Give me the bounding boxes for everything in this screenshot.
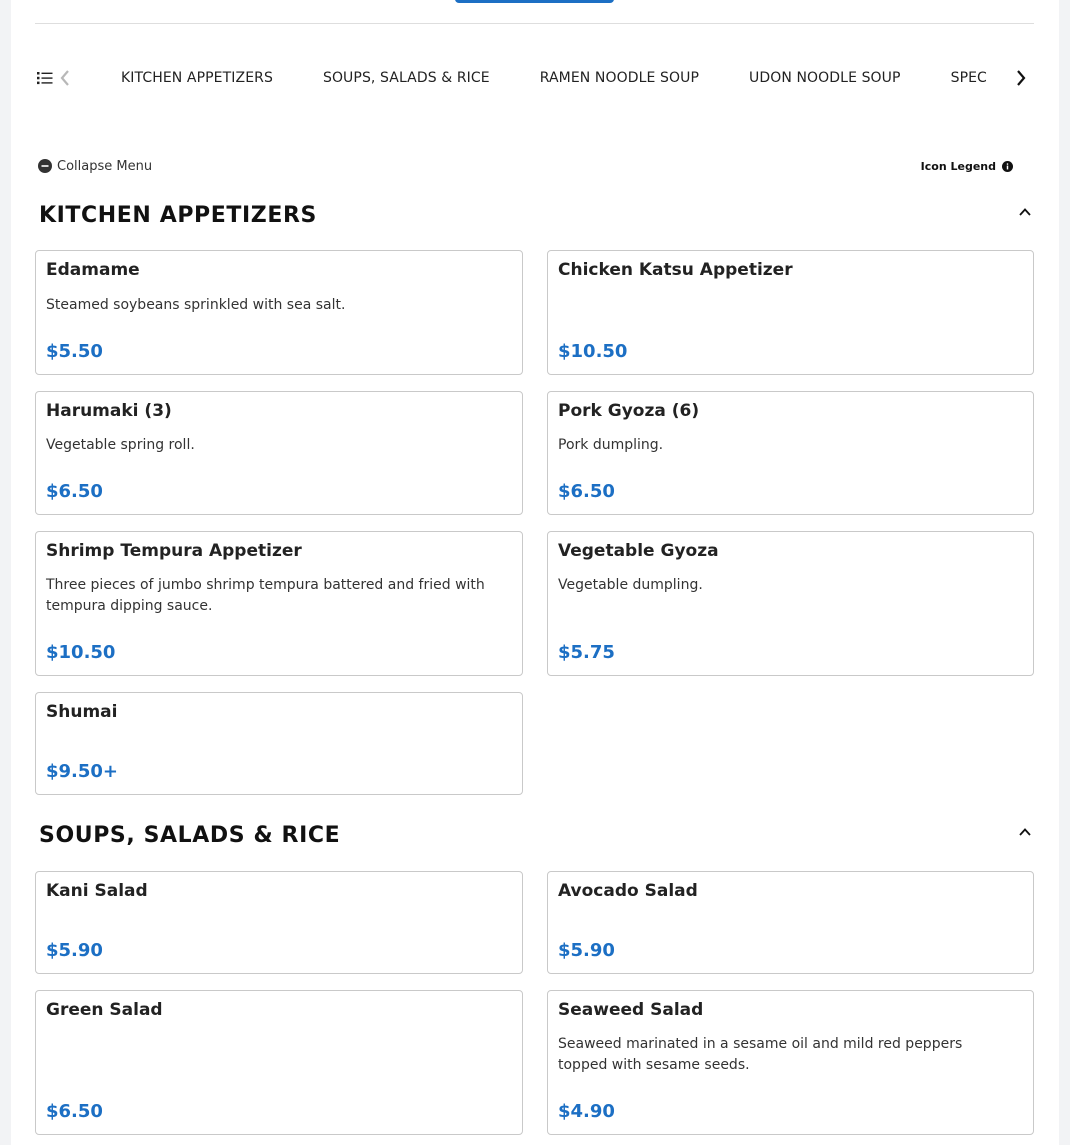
info-icon	[1002, 161, 1013, 172]
item-name: Pork Gyoza (6)	[558, 401, 700, 421]
item-price: $5.90	[46, 940, 103, 961]
menu-page	[11, 0, 1059, 1145]
tab-specials[interactable]: SPEC	[950, 70, 987, 86]
section-title: SOUPS, SALADS & RICE	[39, 823, 341, 848]
menu-item-card[interactable]	[547, 871, 1034, 974]
collapse-menu-button[interactable]	[38, 157, 152, 175]
item-description: Vegetable dumpling.	[558, 577, 703, 593]
item-name: Harumaki (3)	[46, 401, 172, 421]
divider	[35, 23, 1034, 24]
section-title: KITCHEN APPETIZERS	[39, 203, 317, 228]
chevron-up-icon[interactable]	[1018, 825, 1032, 839]
icon-legend-label: Icon Legend	[920, 159, 996, 173]
chevron-left-icon[interactable]	[59, 69, 71, 87]
item-name: Green Salad	[46, 1000, 163, 1020]
menu-item-card[interactable]	[35, 692, 523, 795]
item-price: $6.50	[46, 1101, 103, 1122]
tab-soups-salads-rice[interactable]: SOUPS, SALADS & RICE	[322, 70, 490, 86]
item-price: $5.50	[46, 341, 103, 362]
chevron-right-icon[interactable]	[1015, 69, 1027, 87]
tab-kitchen-appetizers[interactable]: KITCHEN APPETIZERS	[121, 70, 273, 86]
item-price: $6.50	[558, 481, 615, 502]
tab-udon-noodle-soup[interactable]: UDON NOODLE SOUP	[749, 70, 901, 86]
menu-item-card[interactable]	[35, 871, 523, 974]
item-name: Kani Salad	[46, 881, 148, 901]
item-name: Shrimp Tempura Appetizer	[46, 541, 302, 561]
item-name: Shumai	[46, 702, 118, 722]
item-description: Steamed soybeans sprinkled with sea salt.	[46, 297, 346, 313]
icon-legend-button[interactable]	[921, 157, 1013, 175]
menu-item-card[interactable]	[547, 990, 1034, 1135]
item-price: $10.50	[558, 341, 628, 362]
item-description: Three pieces of jumbo shrimp tempura battered and fried with tempura dipping sauce.	[46, 577, 485, 614]
category-tabs	[95, 58, 1009, 98]
item-price: $5.90	[558, 940, 615, 961]
menu-item-card[interactable]	[35, 250, 523, 375]
item-price: $4.90	[558, 1101, 615, 1122]
menu-item-card[interactable]	[547, 250, 1034, 375]
top-action-button[interactable]	[455, 0, 614, 3]
item-description: Seaweed marinated in a sesame oil and mild red peppers topped with sesame seeds.	[558, 1036, 963, 1073]
collapse-menu-label: Collapse Menu	[57, 158, 153, 174]
item-price: $9.50+	[46, 761, 119, 782]
item-price: $10.50	[46, 642, 116, 663]
minus-circle-icon	[38, 159, 52, 173]
tab-ramen-noodle-soup[interactable]: RAMEN NOODLE SOUP	[539, 70, 700, 86]
menu-item-card[interactable]	[35, 531, 523, 676]
menu-item-card[interactable]	[547, 531, 1034, 676]
list-icon[interactable]	[37, 70, 53, 86]
menu-item-card[interactable]	[547, 391, 1034, 515]
menu-item-card[interactable]	[35, 990, 523, 1135]
item-price: $6.50	[46, 481, 103, 502]
chevron-up-icon[interactable]	[1018, 205, 1032, 219]
item-name: Avocado Salad	[558, 881, 698, 901]
section-header	[39, 816, 1034, 856]
item-name: Seaweed Salad	[558, 1000, 704, 1020]
item-name: Edamame	[46, 260, 140, 280]
category-nav	[35, 58, 1034, 98]
item-name: Chicken Katsu Appetizer	[558, 260, 793, 280]
item-description: Vegetable spring roll.	[46, 437, 195, 453]
section-header	[39, 196, 1034, 236]
item-price: $5.75	[558, 642, 615, 663]
item-name: Vegetable Gyoza	[558, 541, 719, 561]
item-description: Pork dumpling.	[558, 437, 664, 453]
menu-item-card[interactable]	[35, 391, 523, 515]
